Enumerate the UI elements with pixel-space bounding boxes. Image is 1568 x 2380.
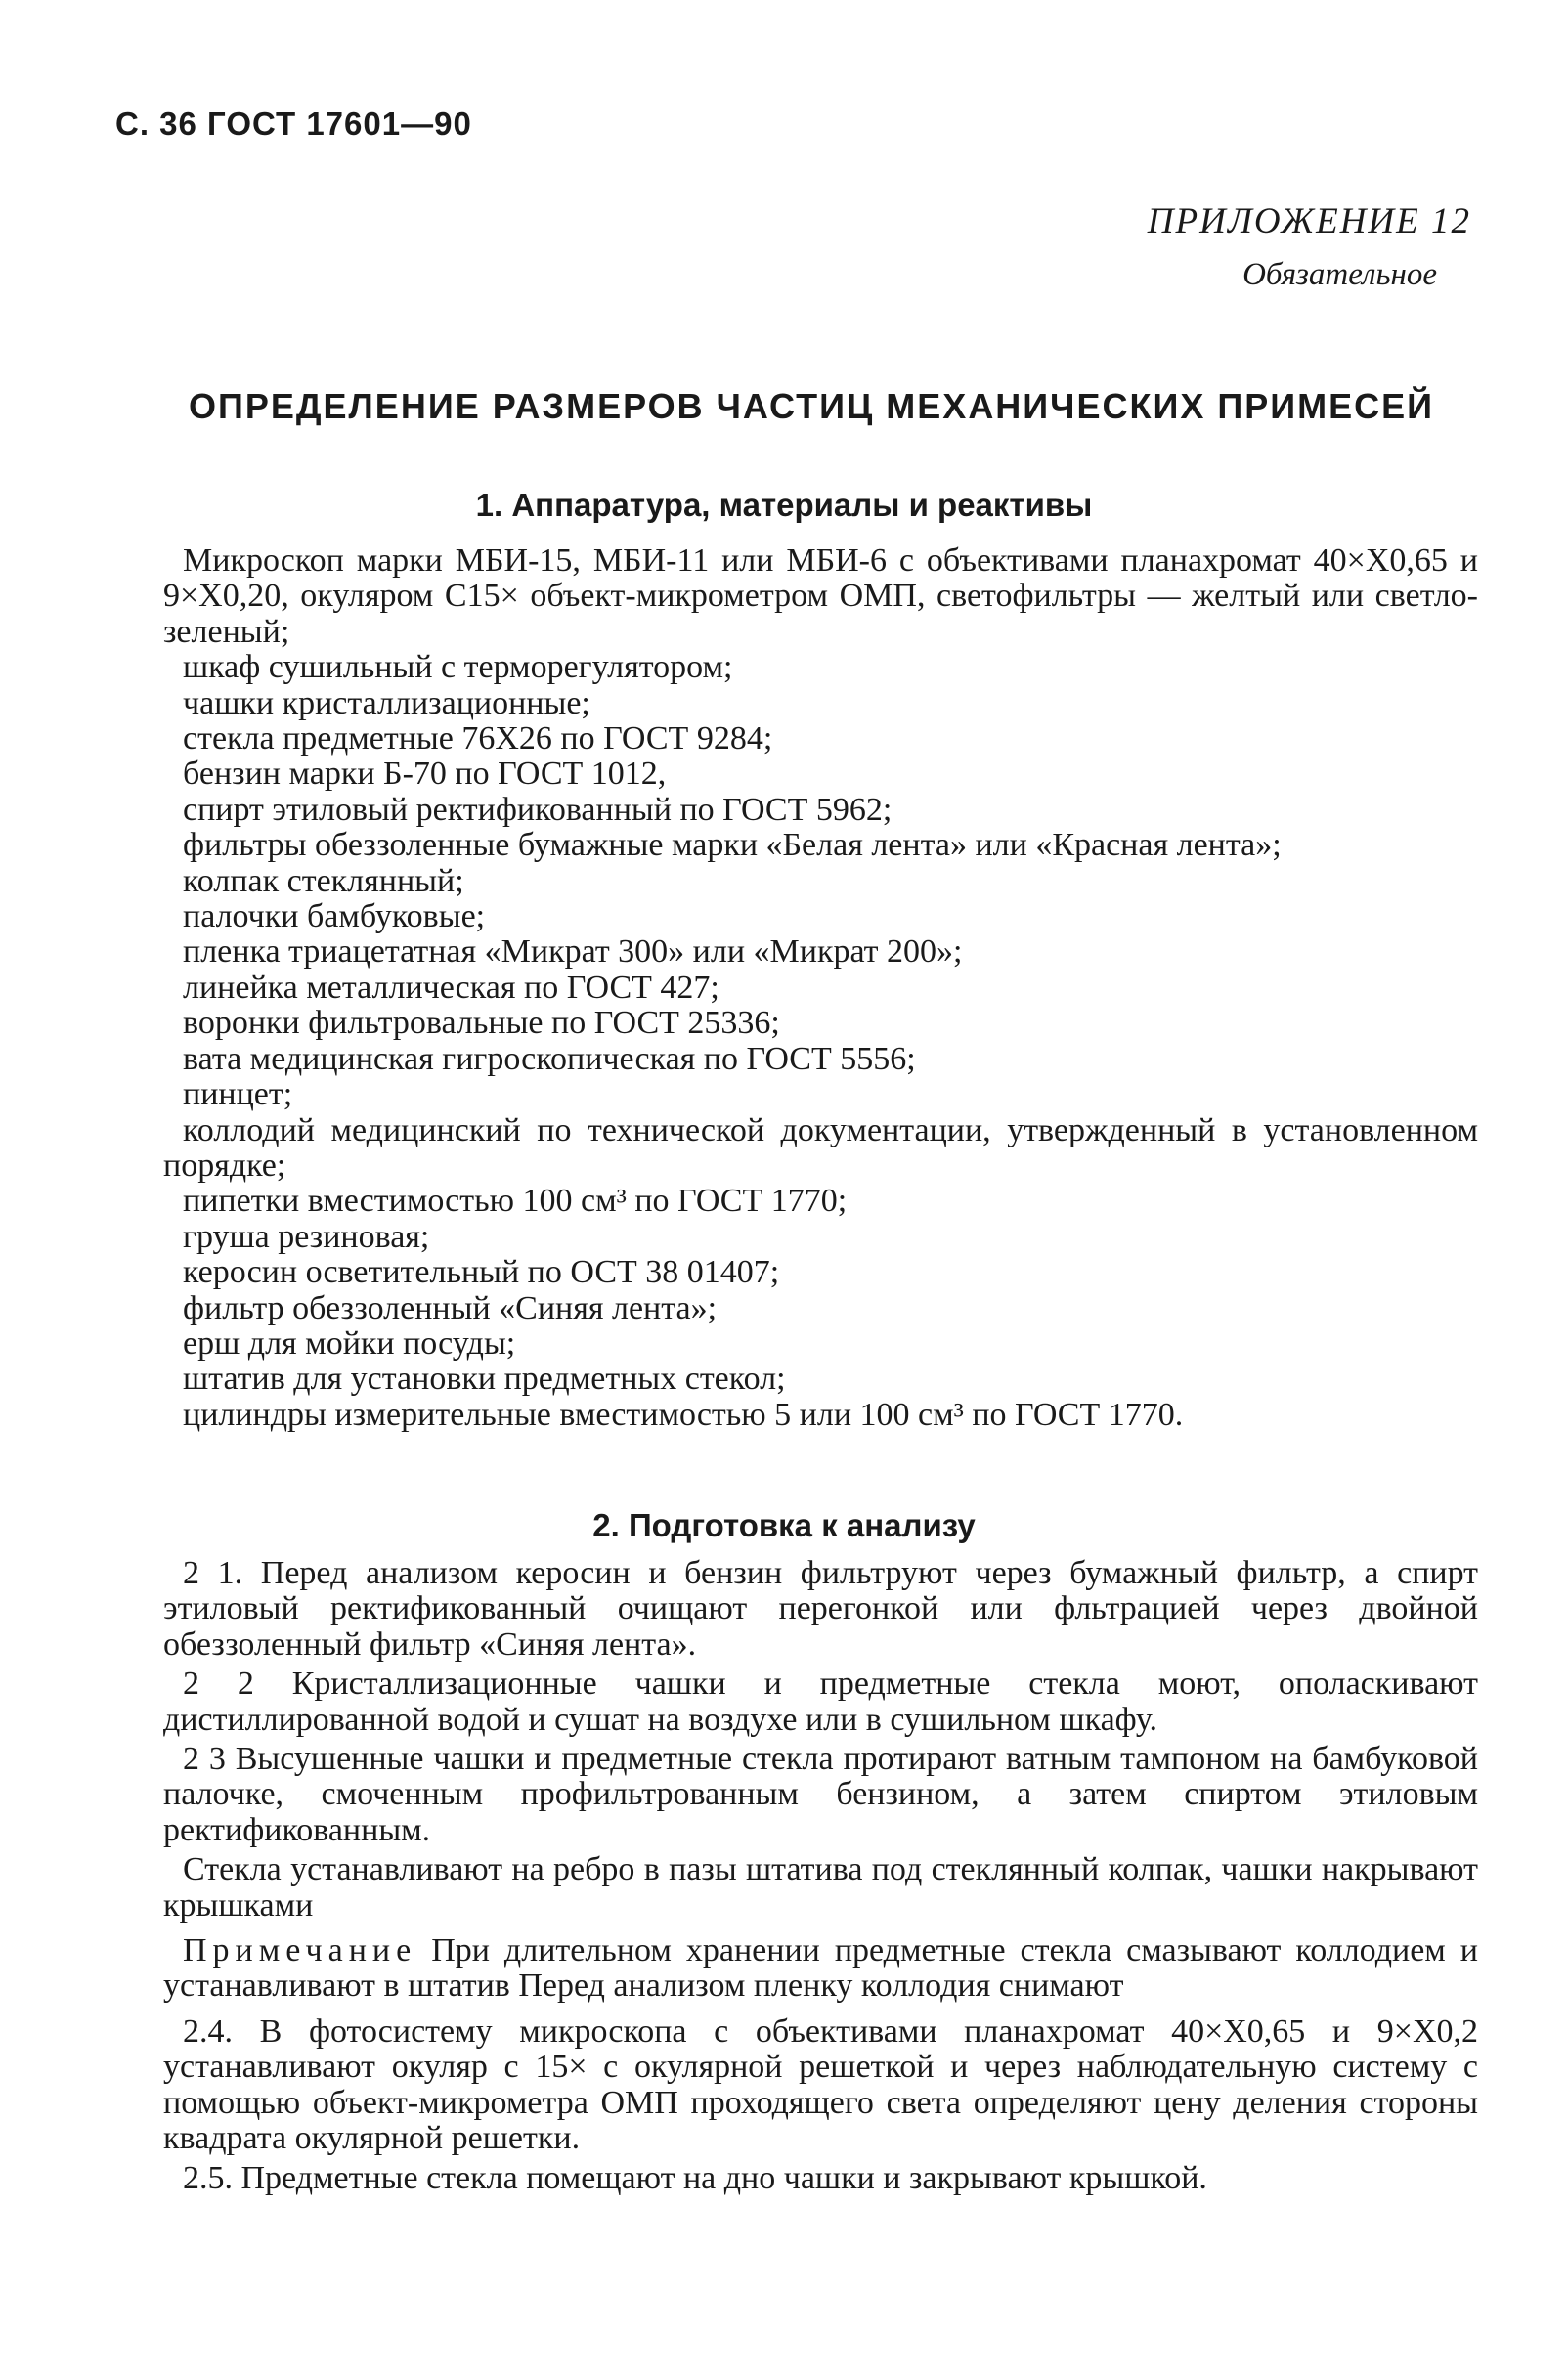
equipment-item: шкаф сушильный с терморегулятором; [183, 649, 733, 686]
equipment-item: пипетки вместимостью 100 см³ по ГОСТ 1770; [183, 1183, 848, 1220]
section-2-body [163, 1556, 1478, 2196]
paragraph-2-5: 2.5. Предметные стекла помещают на дно чашки и закрывают крышкой. [183, 2159, 1207, 2196]
equipment-item: колпак стеклянный; [183, 862, 464, 899]
section-1-body [163, 543, 1478, 1433]
paragraph-2-2: 2 2 Кристаллизационные чашки и предметные стекла моют, ополаскивают дистиллированной водой и сушат на воздухе или в сушильном шкафу. [163, 1666, 1478, 1738]
equipment-item: вата медицинская гигроскопическая по ГОСТ 5556; [183, 1040, 916, 1077]
equipment-item: пинцет; [183, 1076, 293, 1113]
equipment-item: коллодий медицинский по технической документации, утвержденный в установленном порядке; [163, 1111, 1478, 1184]
equipment-item: пленка триацетатная «Микрат 300» или «Микрат 200»; [183, 933, 963, 971]
paragraph-2-3: 2 3 Высушенные чашки и предметные стекла протирают ватным тампоном на бамбуковой палочке, смоченным профильтрованным бензином, а затем спиртом этиловым ректификованным. [163, 1741, 1478, 1848]
equipment-item: штатив для установки предметных стекол; [183, 1361, 786, 1398]
section-2-heading: 2. Подготовка к анализу [592, 1507, 976, 1543]
equipment-lead-paragraph: Микроскоп марки МБИ-15, МБИ-11 или МБИ-6 с объективами планахромат 40×Х0,65 и 9×Х0,20, окуляром С15× объект-микрометром ОМП, светофильтры — желтый или светло-зеленый; [163, 542, 1478, 650]
equipment-item: линейка металлическая по ГОСТ 427; [183, 969, 719, 1006]
equipment-item: груша резиновая; [183, 1218, 430, 1255]
equipment-item: цилиндры измерительные вместимостью 5 или 100 см³ по ГОСТ 1770. [183, 1396, 1184, 1433]
paragraph-2-1: 2 1. Перед анализом керосин и бензин фильтруют через бумажный фильтр, а спирт этиловый ректификованный очищают перегонкой или фльтрацией через двойной обеззоленный фильтр «Синяя лента». [163, 1555, 1478, 1663]
document-title: ОПРЕДЕЛЕНИЕ РАЗМЕРОВ ЧАСТИЦ МЕХАНИЧЕСКИХ ПРИМЕСЕЙ [188, 386, 1434, 426]
paragraph-glass-mounting: Стекла устанавливают на ребро в пазы штатива под стеклянный колпак, чашки накрывают крышками [163, 1851, 1478, 1924]
page-header: С. 36 ГОСТ 17601—90 [115, 106, 472, 142]
equipment-item: ерш для мойки посуды; [183, 1324, 516, 1362]
note-paragraph [163, 1933, 1478, 2005]
appendix-status: Обязательное [1242, 257, 1437, 292]
equipment-item: воронки фильтровальные по ГОСТ 25336; [183, 1005, 780, 1042]
equipment-item: керосин осветительный по ОСТ 38 01407; [183, 1254, 780, 1291]
note-label: Примечание [183, 1932, 417, 1969]
equipment-item: бензин марки Б-70 по ГОСТ 1012, [183, 756, 667, 793]
section-1-heading: 1. Аппаратура, материалы и реактивы [475, 487, 1093, 523]
equipment-item: чашки кристаллизационные; [183, 684, 590, 721]
equipment-item: фильтр обеззоленный «Синяя лента»; [183, 1289, 718, 1326]
note-text: При длительном хранении предметные стекла смазывают коллодием и устанавливают в штатив Перед анализом пленку коллодия снимают [163, 1932, 1478, 2005]
appendix-label: ПРИЛОЖЕНИЕ 12 [1147, 201, 1471, 241]
paragraph-2-4: 2.4. В фотосистему микроскопа с объективами планахромат 40×Х0,65 и 9×Х0,2 устанавливают окуляр с 15× с окулярной решеткой и через наблюдательную систему с помощью объект-микрометра ОМП проходящего света определяют цену деления стороны квадрата окулярной решетки. [163, 2012, 1478, 2157]
equipment-item: палочки бамбуковые; [183, 898, 486, 935]
equipment-item: фильтры обеззоленные бумажные марки «Белая лента» или «Красная лента»; [183, 827, 1282, 864]
equipment-item: стекла предметные 76Х26 по ГОСТ 9284; [183, 720, 773, 757]
equipment-item: спирт этиловый ректификованный по ГОСТ 5962; [183, 791, 893, 828]
